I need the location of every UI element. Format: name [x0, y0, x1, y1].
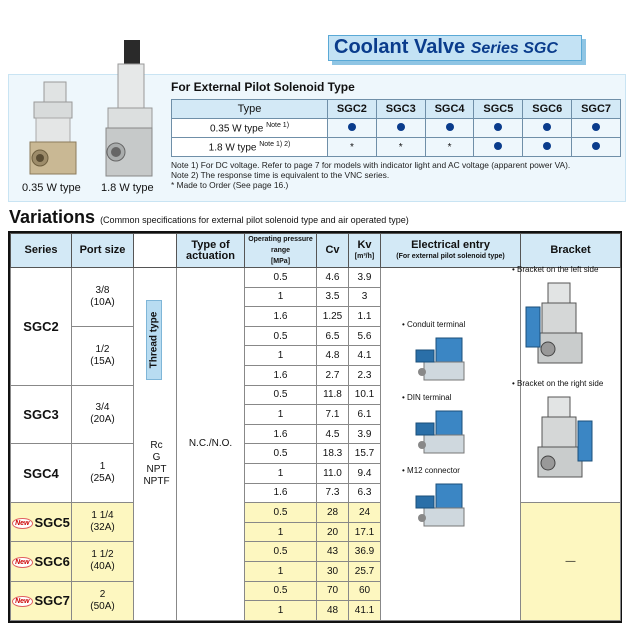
pressure-header: Operating pressure range [MPa] — [245, 234, 317, 268]
series-name: SGC2 — [23, 318, 59, 334]
row-label: 1.8 W type $^{Note 1) 2)}$ — [172, 138, 328, 157]
variations-subheading: (Common specifications for external pilot solenoid type and air operated type) — [100, 215, 409, 225]
external-pilot-row — [172, 119, 621, 138]
series-cell — [11, 385, 72, 444]
thread-list: Rc G NPT NPTF — [143, 440, 170, 487]
title-series: Series SGC — [470, 40, 558, 57]
external-pilot-table — [171, 99, 621, 157]
electrical-entry-label: • Conduit terminal — [402, 320, 466, 329]
series-cell — [11, 503, 72, 542]
kv-cell: 6.3 — [349, 483, 381, 503]
electrical-entry-label: • DIN terminal — [402, 393, 452, 402]
pressure-cell: 0.5 — [245, 326, 317, 346]
cv-cell: 1.25 — [317, 307, 349, 327]
availability-mark — [523, 119, 572, 138]
cv-cell: 6.5 — [317, 326, 349, 346]
availability-mark — [425, 119, 474, 138]
cv-cell: 7.1 — [317, 405, 349, 425]
pressure-cell: 1.6 — [245, 483, 317, 503]
new-badge: New — [12, 596, 32, 607]
thread-type-cell — [134, 268, 177, 621]
row-label: 0.35 W type $^{Note 1)}$ — [172, 119, 328, 138]
electrical-header: Electrical entry (For external pilot solenoid type) — [381, 234, 521, 268]
bracket-label: • Bracket on the right side — [512, 379, 604, 388]
photo-label-18w: 1.8 W type — [101, 182, 154, 194]
kv-cell: 2.3 — [349, 365, 381, 385]
pressure-cell: 1 — [245, 601, 317, 621]
pressure-cell: 1.6 — [245, 307, 317, 327]
availability-mark — [572, 119, 621, 138]
series-name: SGC6 — [34, 553, 70, 569]
series-cell — [11, 581, 72, 620]
port-size-cell: 1 (25A) — [72, 444, 134, 503]
model-header: SGC3 — [376, 100, 425, 119]
pressure-cell: 0.5 — [245, 503, 317, 523]
pressure-cell: 1 — [245, 463, 317, 483]
cv-cell: 3.5 — [317, 287, 349, 307]
pressure-cell: 1 — [245, 522, 317, 542]
availability-mark: * — [376, 138, 425, 157]
new-badge: New — [12, 557, 32, 568]
kv-cell: 3.9 — [349, 424, 381, 444]
model-header: SGC7 — [572, 100, 621, 119]
kv-cell: 15.7 — [349, 444, 381, 464]
cv-header: Cv — [317, 234, 349, 268]
table-row — [11, 503, 621, 523]
bracket-header: Bracket — [521, 234, 621, 268]
kv-cell: 10.1 — [349, 385, 381, 405]
availability-mark — [523, 138, 572, 157]
kv-cell: 60 — [349, 581, 381, 601]
new-badge: New — [12, 518, 32, 529]
right-bracket-icon — [520, 391, 600, 487]
thread-header — [134, 234, 177, 268]
series-header: Series — [11, 234, 72, 268]
type-header: Type — [172, 100, 328, 119]
availability-mark: * — [328, 138, 377, 157]
pressure-cell: 1 — [245, 287, 317, 307]
pressure-cell: 1.6 — [245, 365, 317, 385]
pressure-cell: 1 — [245, 405, 317, 425]
series-name: SGC4 — [23, 465, 59, 481]
port-size-cell: 3/8 (10A) — [72, 268, 134, 327]
external-pilot-heading: For External Pilot Solenoid Type — [171, 80, 355, 94]
kv-header: Kv [m³/h] — [349, 234, 381, 268]
pressure-cell: 1 — [245, 346, 317, 366]
variations-header-row — [11, 234, 621, 268]
series-name: SGC5 — [34, 514, 70, 530]
kv-cell: 17.1 — [349, 522, 381, 542]
pressure-cell: 1 — [245, 561, 317, 581]
series-name: SGC7 — [34, 593, 70, 609]
no-bracket-cell: — — [521, 503, 621, 621]
series-name: SGC3 — [23, 406, 59, 422]
series-cell — [11, 268, 72, 386]
note: * Made to Order (See page 16.) — [171, 180, 289, 190]
kv-cell: 25.7 — [349, 561, 381, 581]
kv-cell: 3.9 — [349, 268, 381, 288]
cv-cell: 48 — [317, 601, 349, 621]
kv-cell: 24 — [349, 503, 381, 523]
bracket-label: • Bracket on the left side — [512, 265, 599, 274]
availability-mark: * — [425, 138, 474, 157]
thread-type-badge: Thread type — [146, 300, 162, 380]
external-pilot-header-row — [172, 100, 621, 119]
kv-cell: 9.4 — [349, 463, 381, 483]
pressure-cell: 0.5 — [245, 542, 317, 562]
valve-photo-035w — [16, 80, 86, 180]
cv-cell: 2.7 — [317, 365, 349, 385]
cv-cell: 7.3 — [317, 483, 349, 503]
kv-cell: 1.1 — [349, 307, 381, 327]
cv-cell: 11.8 — [317, 385, 349, 405]
cv-cell: 11.0 — [317, 463, 349, 483]
valve-photo-18w — [94, 38, 160, 180]
kv-cell: 41.1 — [349, 601, 381, 621]
cv-cell: 28 — [317, 503, 349, 523]
pressure-cell: 0.5 — [245, 581, 317, 601]
cv-cell: 20 — [317, 522, 349, 542]
kv-cell: 5.6 — [349, 326, 381, 346]
conduit-terminal-icon — [412, 332, 482, 390]
cv-cell: 70 — [317, 581, 349, 601]
kv-cell: 4.1 — [349, 346, 381, 366]
cv-cell: 4.5 — [317, 424, 349, 444]
availability-mark — [328, 119, 377, 138]
cv-cell: 4.6 — [317, 268, 349, 288]
external-pilot-row — [172, 138, 621, 157]
port-size-header: Port size — [72, 234, 134, 268]
kv-cell: 3 — [349, 287, 381, 307]
port-size-cell: 1 1/2 (40A) — [72, 542, 134, 581]
model-header: SGC6 — [523, 100, 572, 119]
actuation-cell: N.C./N.O. — [177, 268, 245, 621]
photo-label-035w: 0.35 W type — [22, 182, 81, 194]
cv-cell: 4.8 — [317, 346, 349, 366]
pressure-cell: 0.5 — [245, 444, 317, 464]
port-size-cell: 2 (50A) — [72, 581, 134, 620]
note: Note 1) For DC voltage. Refer to page 7 for models with indicator light and AC voltage (apparent power VA). — [171, 160, 571, 170]
actuation-header: Type of actuation — [177, 234, 245, 268]
cv-cell: 18.3 — [317, 444, 349, 464]
port-size-cell: 1 1/4 (32A) — [72, 503, 134, 542]
left-bracket-icon — [520, 277, 600, 373]
cv-cell: 30 — [317, 561, 349, 581]
m12-connector-icon — [412, 478, 482, 536]
note: Note 2) The response time is equivalent to the VNC series. — [171, 170, 390, 180]
model-header: SGC4 — [425, 100, 474, 119]
electrical-entry-label: • M12 connector — [402, 466, 460, 475]
series-cell — [11, 444, 72, 503]
page-title — [334, 36, 558, 59]
availability-mark — [376, 119, 425, 138]
series-cell — [11, 542, 72, 581]
availability-mark — [572, 138, 621, 157]
model-header: SGC2 — [328, 100, 377, 119]
model-header: SGC5 — [474, 100, 523, 119]
port-size-cell: 1/2 (15A) — [72, 326, 134, 385]
din-terminal-icon — [412, 405, 482, 463]
pressure-cell: 1.6 — [245, 424, 317, 444]
notes — [171, 160, 570, 190]
cv-cell: 43 — [317, 542, 349, 562]
availability-mark — [474, 119, 523, 138]
variations-heading: Variations (Common specifications for external pilot solenoid type and air operated type) — [9, 207, 409, 227]
kv-cell: 36.9 — [349, 542, 381, 562]
title-main: Coolant Valve — [334, 36, 466, 58]
kv-cell: 6.1 — [349, 405, 381, 425]
pressure-cell: 0.5 — [245, 268, 317, 288]
port-size-cell: 3/4 (20A) — [72, 385, 134, 444]
pressure-cell: 0.5 — [245, 385, 317, 405]
availability-mark — [474, 138, 523, 157]
